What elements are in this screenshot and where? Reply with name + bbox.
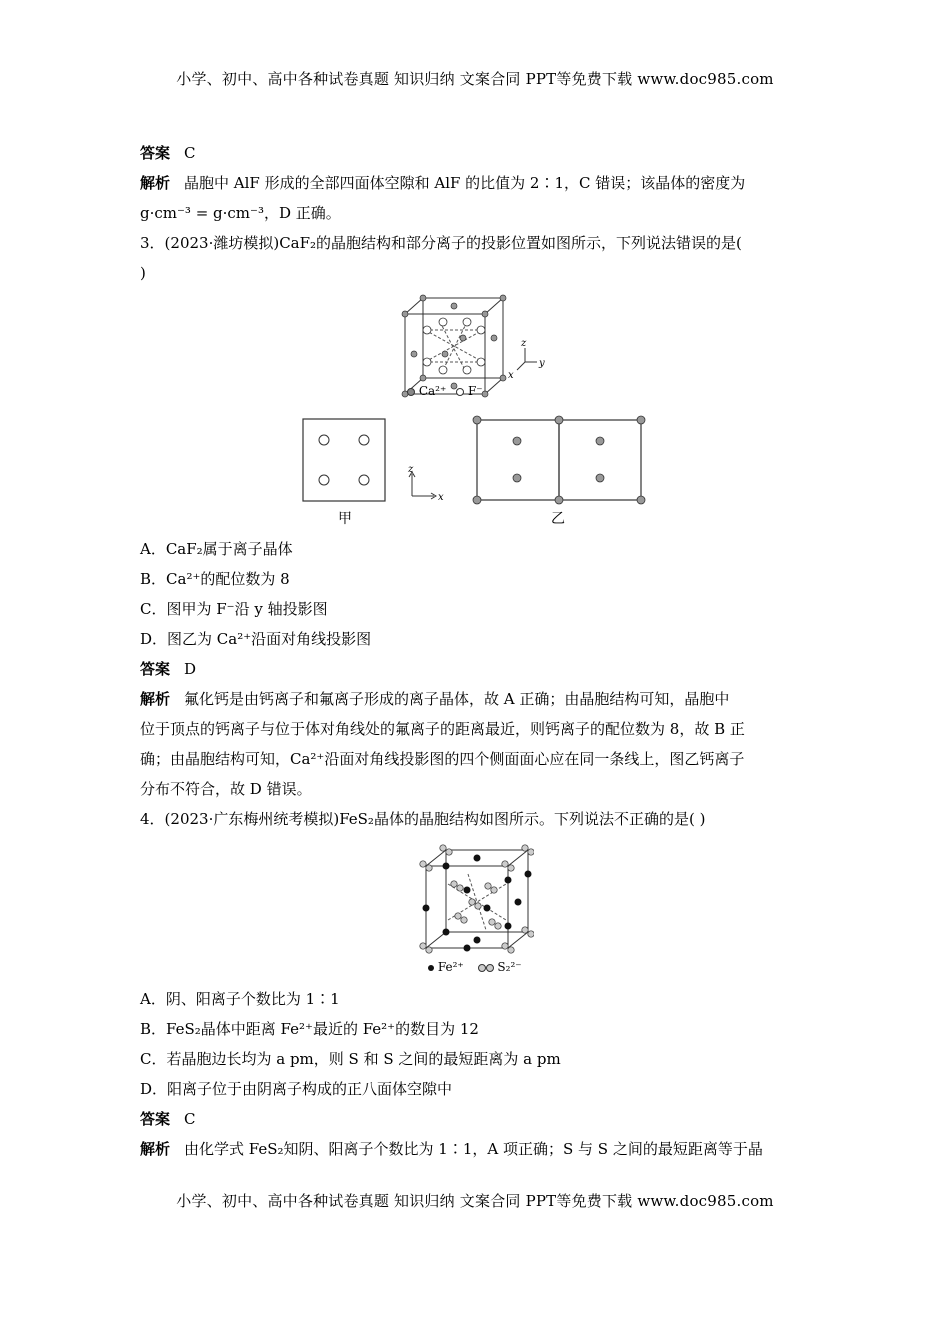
legend-s-label: S₂²⁻ (497, 960, 522, 974)
answer-value: D (184, 660, 197, 678)
prev-analysis-line-1: 解析 晶胞中 AlF 形成的全部四面体空隙和 AlF 的比值为 2∶1，C 错误；该晶体的密度为 (140, 174, 746, 192)
axis-x-label: x (508, 370, 514, 381)
answer-label: 答案 (140, 1110, 171, 1128)
q3-analysis-line-1: 解析 氟化钙是由钙离子和氟离子形成的离子晶体，故 A 正确；由晶胞结构可知，晶胞中 (140, 690, 730, 708)
q4-option-a[interactable]: A．阴、阳离子个数比为 1∶1 (140, 990, 340, 1008)
q4-option-c[interactable]: C．若晶胞边长均为 a pm，则 S 和 S 之间的最短距离为 a pm (140, 1050, 561, 1068)
fig-yi-label: 乙 (551, 511, 565, 527)
s2-ion-icon (478, 964, 486, 972)
answer-value: C (184, 1110, 196, 1128)
proj-axis-z-label: z (408, 464, 414, 475)
ca-ion-icon (407, 388, 415, 396)
q3-analysis-line-2: 位于顶点的钙离子与位于体对角线处的氟离子的距离最近，则钙离子的配位数为 8，故 B 正 (140, 720, 745, 738)
legend-ca-label: Ca²⁺ (418, 384, 447, 398)
q3-analysis-line-4: 分布不符合，故 D 错误。 (140, 780, 312, 798)
analysis-label: 解析 (140, 690, 171, 708)
prev-analysis-line-2: g·cm⁻³ = g·cm⁻³，D 正确。 (140, 204, 341, 222)
f-ion-icon (456, 388, 464, 396)
q4-answer (140, 1104, 812, 1134)
page-header: 小学、初中、高中各种试卷真题 知识归纳 文案合同 PPT等免费下载 www.doc985.com (176, 70, 774, 88)
q4-analysis-line-1: 解析 由化学式 FeS₂知阴、阳离子个数比为 1∶1，A 项正确；S 与 S 之间的最短距离等于晶 (140, 1140, 763, 1158)
analysis-label: 解析 (140, 174, 171, 192)
projection-jia-figure (302, 418, 392, 504)
prev-answer (140, 138, 812, 168)
q3-stem-line-1: 3．(2023·潍坊模拟)CaF₂的晶胞结构和部分离子的投影位置如图所示，下列说法错误的是( (140, 234, 742, 252)
fig-jia-label: 甲 (338, 511, 352, 527)
projection-axis (402, 462, 452, 504)
analysis-label: 解析 (140, 1140, 171, 1158)
fes2-unit-cell-figure (418, 844, 534, 956)
projection-yi-figure (470, 412, 650, 508)
caf2-legend (407, 384, 483, 398)
q3-option-d[interactable]: D．图乙为 Ca²⁺沿面对角线投影图 (140, 630, 372, 648)
fes2-legend (428, 960, 522, 974)
answer-label: 答案 (140, 660, 171, 678)
fe-ion-icon (428, 965, 434, 971)
q3-answer (140, 654, 812, 684)
q3-stem-line-2: ) (140, 264, 146, 282)
q3-options-block (140, 534, 812, 834)
axis-z-label: z (521, 338, 527, 349)
q3-analysis-line-3: 确；由晶胞结构可知，Ca²⁺沿面对角线投影图的四个侧面面心应在同一条线上，图乙钙离子 (140, 750, 745, 768)
q3-option-c[interactable]: C．图甲为 F⁻沿 y 轴投影图 (140, 600, 328, 618)
legend-fe-label: Fe²⁺ (437, 960, 464, 974)
q3-option-a[interactable]: A．CaF₂属于离子晶体 (140, 540, 293, 558)
q4-option-b[interactable]: B．FeS₂晶体中距离 Fe²⁺最近的 Fe²⁺的数目为 12 (140, 1020, 479, 1038)
answer-label: 答案 (140, 144, 171, 162)
axis-y-label: y (539, 358, 545, 369)
q4-option-d[interactable]: D．阳离子位于由阴离子构成的正八面体空隙中 (140, 1080, 453, 1098)
answer-value: C (184, 144, 196, 162)
proj-axis-x-label: x (438, 492, 444, 503)
legend-f-label: F⁻ (467, 384, 483, 398)
q4-stem: 4．(2023·广东梅州统考模拟)FeS₂晶体的晶胞结构如图所示。下列说法不正确的是( ) (140, 810, 706, 828)
q4-options-block (140, 984, 812, 1164)
page-footer: 小学、初中、高中各种试卷真题 知识归纳 文案合同 PPT等免费下载 www.doc985.com (176, 1192, 774, 1210)
q3-option-b[interactable]: B．Ca²⁺的配位数为 8 (140, 570, 290, 588)
prev-question-block (140, 138, 812, 288)
